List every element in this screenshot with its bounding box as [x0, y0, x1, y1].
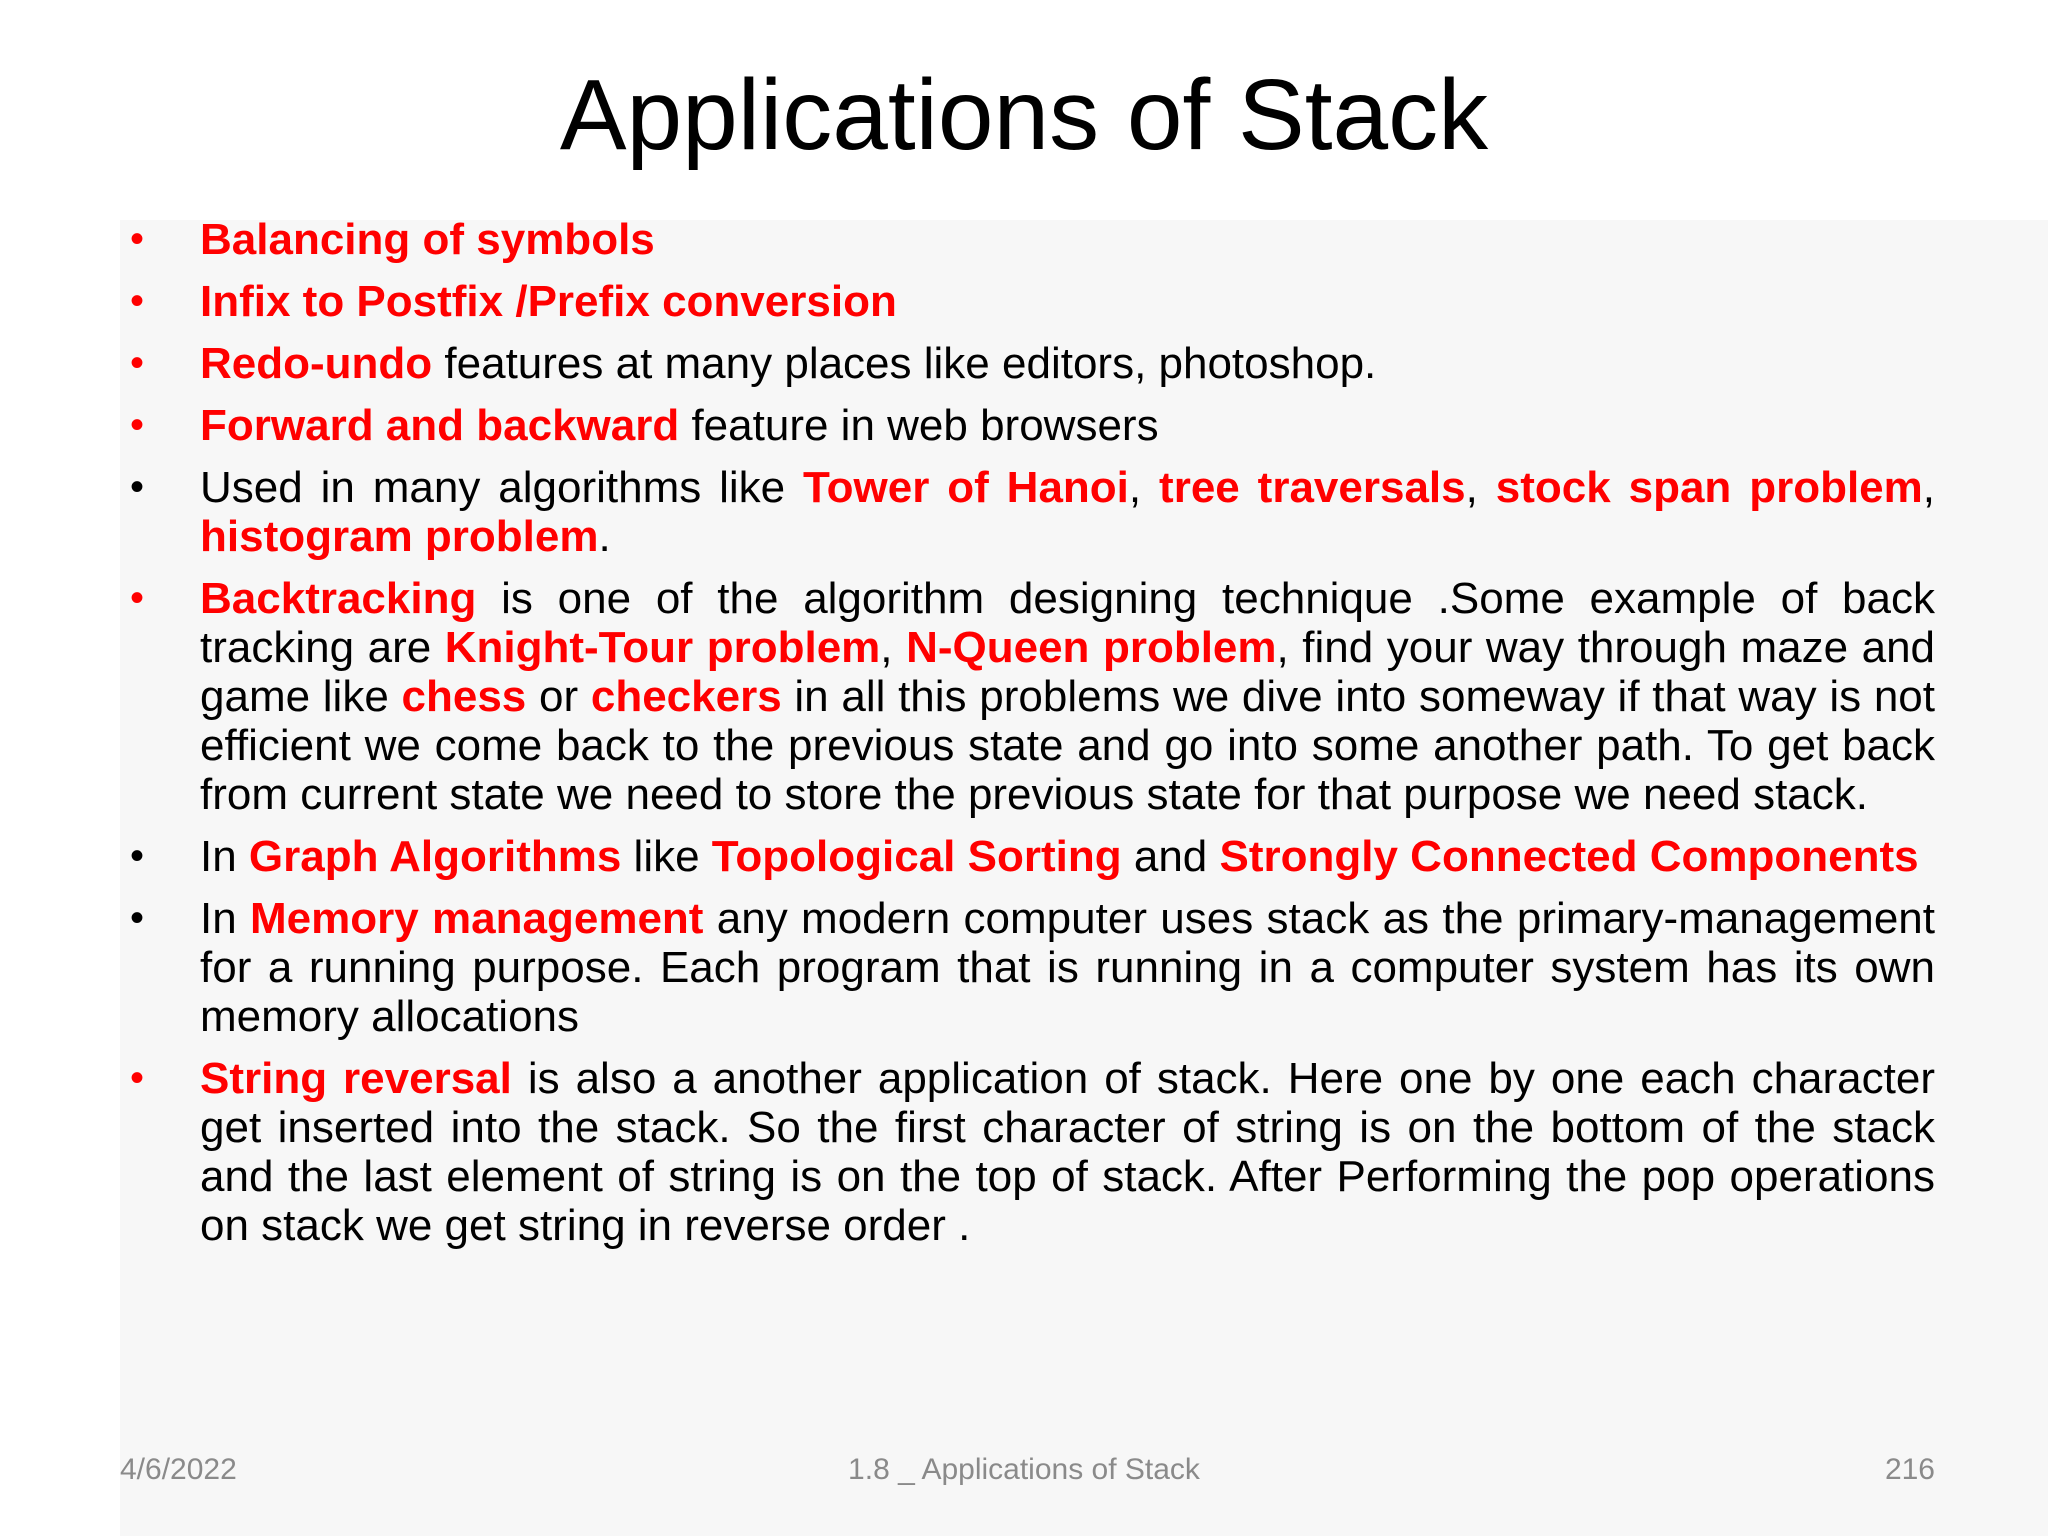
body-text: or	[526, 672, 591, 721]
highlighted-text: checkers	[590, 672, 782, 721]
bullet-dot-icon: •	[129, 896, 144, 940]
bullet-item	[120, 1054, 1935, 1250]
bullet-dot-icon: •	[129, 1056, 144, 1100]
body-text: , find your way through maze and game like	[200, 623, 1936, 721]
body-text: any modern computer uses stack as the primary-management for a running purpose. Each program that is running in a computer system has its own memory allocations	[200, 894, 1935, 1041]
bullet-dot-icon: •	[129, 217, 144, 261]
bullet-list	[120, 215, 1935, 1263]
body-text: in all this problems we dive into someway if that way is not efficient we come back to the previous state and go into some another path. To get back from current state we need to store the previous state for that purpose we need stack.	[200, 672, 1935, 819]
bullet-item	[120, 401, 1935, 450]
highlighted-text: Backtracking	[200, 574, 477, 623]
bullet-item	[120, 832, 1935, 881]
footer-date: 4/6/2022	[120, 1453, 237, 1486]
body-text: .	[598, 512, 611, 561]
highlighted-text: Tower of Hanoi	[803, 463, 1129, 512]
body-text: is also a another application of stack. Here one by one each character get inserted into the stack. So the first character of string is on the bottom of the stack and the last element of string is on the top of stack. After Performing the pop operations on stack we get string in reverse order .	[200, 1054, 1936, 1250]
body-text: Used in many algorithms like	[200, 463, 804, 512]
bullet-dot-icon: •	[129, 576, 144, 620]
body-text: ,	[880, 623, 907, 672]
bullet-item	[120, 339, 1935, 388]
body-text: ,	[1128, 463, 1160, 512]
bullet-item	[120, 277, 1935, 326]
highlighted-text: Redo-undo	[200, 339, 433, 388]
body-text: like	[621, 832, 712, 881]
body-text: ,	[1922, 463, 1935, 512]
body-text: In	[200, 832, 249, 881]
highlighted-text: Topological Sorting	[711, 832, 1122, 881]
body-text: and	[1121, 832, 1220, 881]
bullet-dot-icon: •	[129, 403, 144, 447]
bullet-item	[120, 463, 1935, 561]
highlighted-text: Memory management	[250, 894, 704, 943]
slide-title: Applications of Stack	[559, 59, 1489, 171]
body-text: is one of the algorithm designing technique .Some example of back tracking are	[200, 574, 1935, 672]
bullet-dot-icon: •	[129, 465, 144, 509]
highlighted-text: Strongly Connected Components	[1219, 832, 1919, 881]
bullet-dot-icon: •	[129, 279, 144, 323]
body-text: In	[200, 894, 251, 943]
body-text: feature in web browsers	[679, 401, 1159, 450]
footer-page-number: 216	[1884, 1453, 1935, 1486]
bullet-item	[120, 894, 1935, 1041]
highlighted-text: Graph Algorithms	[248, 832, 622, 881]
highlighted-text: Infix to Postfix /Prefix conversion	[200, 277, 897, 326]
highlighted-text: Forward and backward	[200, 401, 680, 450]
highlighted-text: Balancing of symbols	[200, 215, 655, 264]
body-text: ,	[1465, 463, 1496, 512]
bullet-dot-icon: •	[129, 341, 144, 385]
body-text: features at many places like editors, photoshop.	[432, 339, 1377, 388]
highlighted-text: stock span problem	[1495, 463, 1923, 512]
bullet-dot-icon: •	[129, 834, 144, 878]
bullet-item	[120, 215, 1935, 264]
highlighted-text: N-Queen problem	[906, 623, 1277, 672]
highlighted-text: chess	[401, 672, 527, 721]
highlighted-text: String reversal	[200, 1054, 512, 1103]
highlighted-text: Knight-Tour problem	[444, 623, 881, 672]
highlighted-text: tree traversals	[1159, 463, 1466, 512]
highlighted-text: histogram problem	[200, 512, 599, 561]
footer-title: 1.8 _ Applications of Stack	[848, 1453, 1200, 1486]
bullet-item	[120, 574, 1935, 819]
